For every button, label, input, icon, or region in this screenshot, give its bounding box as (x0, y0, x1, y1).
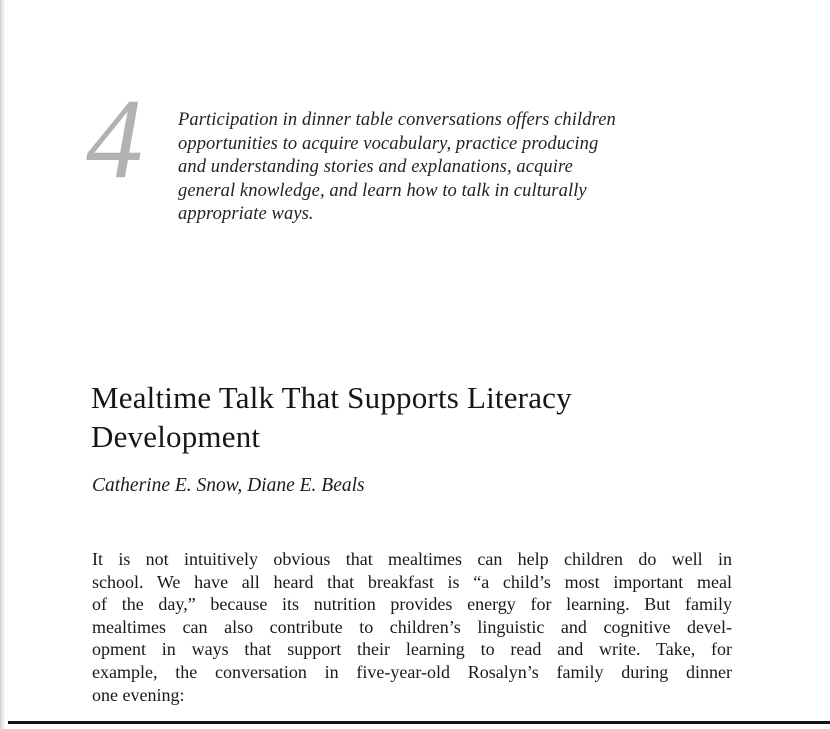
epigraph-line: appropriate ways. (178, 204, 314, 224)
chapter-number: 4 (86, 75, 143, 202)
text-line: school. We have all heard that breakfast is “a child’s most important meal (92, 571, 732, 592)
page-edge-shadow (0, 0, 5, 729)
text-line: example, the conversation in five-year-old Rosalyn’s family during dinner (92, 661, 732, 682)
text-line: opment in ways that support their learning to read and write. Take, for (92, 639, 732, 660)
epigraph-line: opportunities to acquire vocabulary, practice producing (178, 133, 599, 154)
body-paragraph (92, 548, 732, 706)
text-line: It is not intuitively obvious that mealtimes can help children do well in (92, 549, 732, 569)
text-line: of the day,” because its nutrition provides energy for learning. But family (92, 594, 732, 615)
epigraph-line: Participation in dinner table conversations offers children (178, 110, 616, 130)
page-title-line: Mealtime Talk That Supports Literacy (91, 380, 572, 415)
epigraph-line: general knowledge, and learn how to talk in culturally (178, 180, 587, 201)
authors: Catherine E. Snow, Diane E. Beals (92, 475, 365, 496)
chapter-epigraph (178, 109, 616, 227)
text-line: one evening: (92, 684, 185, 705)
page-title-line: Development (91, 419, 261, 454)
epigraph-line: and understanding stories and explanations, acquire (178, 157, 573, 177)
text-line: mealtimes can also contribute to children’s linguistic and cognitive devel- (92, 616, 732, 637)
bottom-rule-divider (8, 721, 830, 724)
page-title (91, 378, 572, 456)
